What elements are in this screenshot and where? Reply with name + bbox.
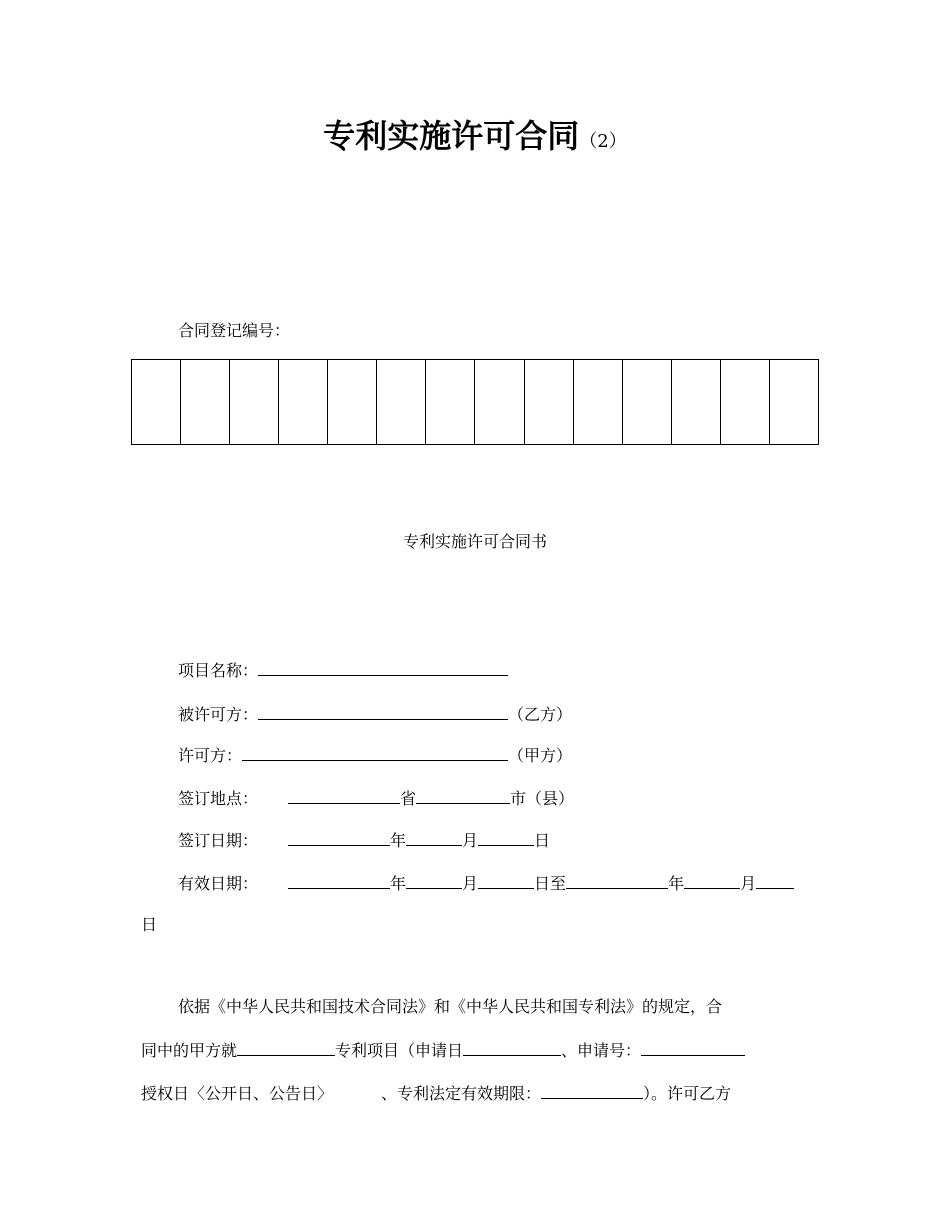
- registration-digit-box[interactable]: [230, 360, 279, 445]
- para1-l3-text-b: 、专利法定有效期限：: [381, 1084, 542, 1103]
- para1-line2: [141, 1039, 745, 1062]
- valid-end-year-blank[interactable]: [566, 872, 668, 889]
- application-number-blank[interactable]: [641, 1039, 745, 1056]
- para1-l3-text-c: ）。许可乙方: [643, 1084, 732, 1103]
- party-b-label: （乙方）: [508, 705, 573, 724]
- registration-digit-box[interactable]: [426, 360, 475, 445]
- signing-place-label: 签订地点：: [178, 789, 259, 808]
- licensor-label: 许可方：: [178, 746, 243, 765]
- signing-date-label: 签订日期：: [178, 831, 259, 850]
- month-label: 月: [462, 831, 479, 850]
- para1-line3: [141, 1082, 731, 1105]
- project-name-row: [178, 659, 508, 682]
- registration-digit-box[interactable]: [132, 360, 181, 445]
- valid-date-label: 有效日期：: [178, 874, 259, 893]
- registration-digit-box[interactable]: [573, 360, 622, 445]
- title-suffix: （2）: [579, 131, 627, 152]
- registration-digit-box[interactable]: [328, 360, 377, 445]
- patent-project-blank[interactable]: [237, 1039, 335, 1056]
- validity-period-blank[interactable]: [541, 1082, 643, 1099]
- project-name-blank[interactable]: [258, 659, 508, 676]
- registration-digit-box[interactable]: [181, 360, 230, 445]
- para1-l2-text-a: 同中的甲方就: [141, 1041, 238, 1060]
- signing-month-blank[interactable]: [406, 829, 462, 846]
- valid-start-year-blank[interactable]: [288, 872, 390, 889]
- valid-end-day-label: 日: [141, 915, 158, 934]
- licensee-row: [178, 703, 572, 726]
- signing-date-row: [178, 829, 550, 852]
- para1-l2-text-b: 专利项目（申请日: [335, 1041, 464, 1060]
- document-title: [0, 114, 950, 164]
- registration-digit-box[interactable]: [475, 360, 524, 445]
- licensor-row: [178, 744, 572, 767]
- year-label: 年: [390, 831, 407, 850]
- valid-end-day-blank[interactable]: [756, 872, 794, 889]
- application-date-blank[interactable]: [463, 1039, 561, 1056]
- province-label: 省: [400, 789, 417, 808]
- party-a-label: （甲方）: [508, 746, 573, 765]
- valid-start-month-blank[interactable]: [406, 872, 462, 889]
- title-text: 专利实施许可合同: [323, 117, 580, 155]
- registration-digit-box[interactable]: [671, 360, 720, 445]
- para1-l3-text-a: 授权日〈公开日、公告日〉: [141, 1084, 334, 1103]
- valid-date-row: [178, 872, 794, 895]
- registration-digit-box[interactable]: [720, 360, 769, 445]
- registration-digit-box[interactable]: [279, 360, 328, 445]
- city-blank[interactable]: [416, 787, 510, 804]
- registration-number-label: 合同登记编号：: [178, 321, 291, 340]
- year-label: 年: [390, 874, 407, 893]
- day-to-label: 日至: [534, 874, 567, 893]
- day-label: 日: [534, 831, 551, 850]
- licensee-blank[interactable]: [258, 703, 508, 720]
- month-label: 月: [740, 874, 757, 893]
- registration-digit-box[interactable]: [769, 360, 818, 445]
- registration-digit-box[interactable]: [622, 360, 671, 445]
- contract-subtitle: 专利实施许可合同书: [402, 532, 547, 551]
- licensor-blank[interactable]: [242, 744, 508, 761]
- year-label: 年: [668, 874, 685, 893]
- province-blank[interactable]: [288, 787, 400, 804]
- registration-number-grid: [131, 359, 819, 445]
- signing-year-blank[interactable]: [288, 829, 390, 846]
- signing-day-blank[interactable]: [478, 829, 534, 846]
- signing-place-row: [178, 787, 574, 810]
- registration-digit-box[interactable]: [377, 360, 426, 445]
- valid-end-month-blank[interactable]: [684, 872, 740, 889]
- para1-line1: 依据《中华人民共和国技术合同法》和《中华人民共和国专利法》的规定，合: [178, 997, 723, 1016]
- city-label: 市（县）: [510, 789, 575, 808]
- licensee-label: 被许可方：: [178, 705, 259, 724]
- para1-l2-text-c: 、申请号：: [561, 1041, 642, 1060]
- month-label: 月: [462, 874, 479, 893]
- valid-start-day-blank[interactable]: [478, 872, 534, 889]
- registration-digit-box[interactable]: [524, 360, 573, 445]
- project-name-label: 项目名称：: [178, 661, 259, 680]
